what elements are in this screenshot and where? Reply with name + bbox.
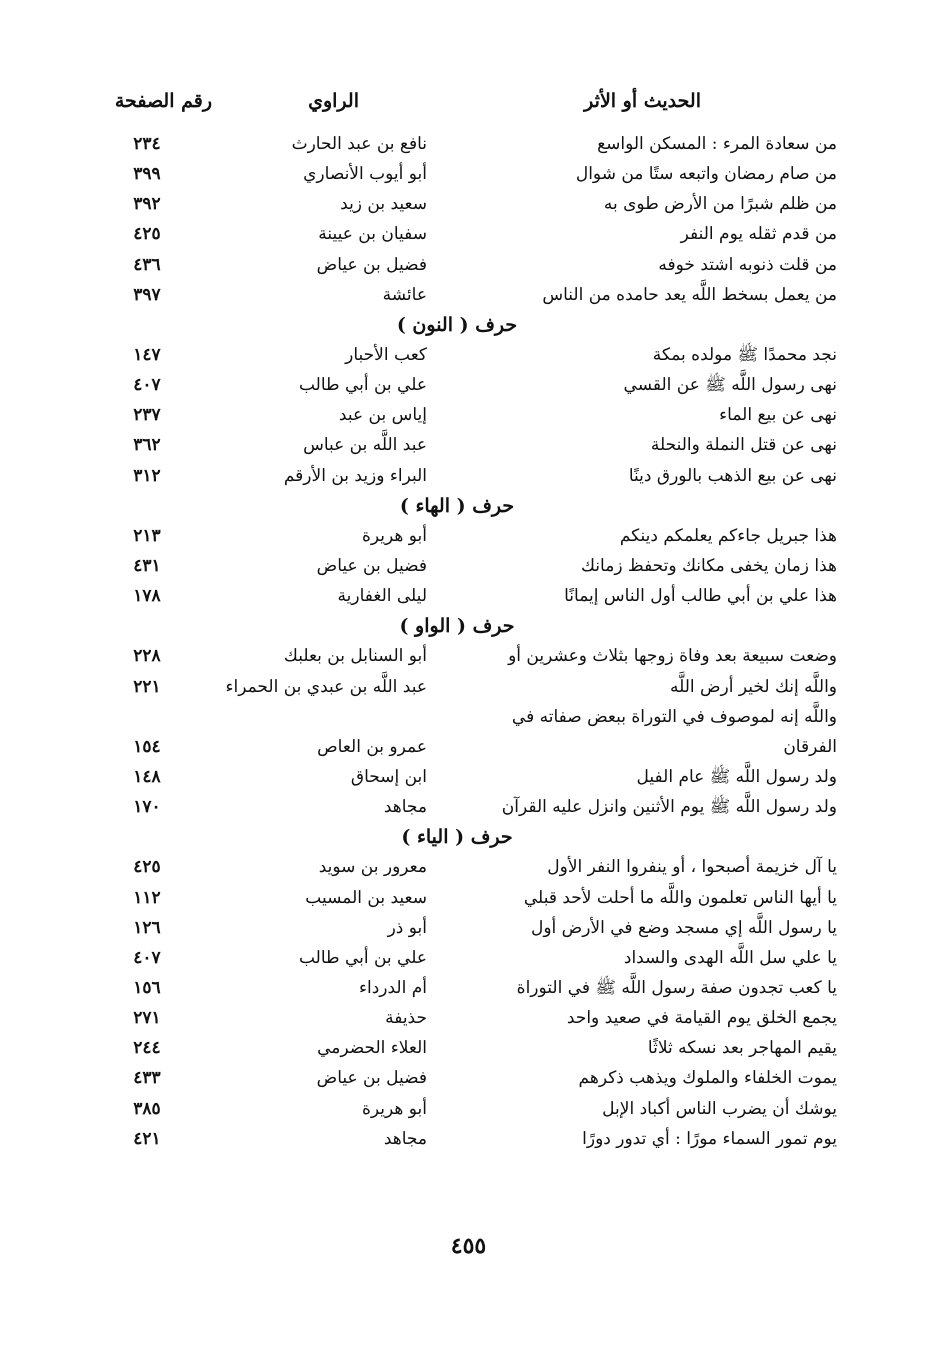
narrator-name: عبد اللَّه بن عباس	[303, 435, 427, 456]
index-row	[0, 430, 937, 460]
narrator-name: فضيل بن عياض	[316, 555, 427, 576]
narrator-name: عمرو بن العاص	[317, 736, 427, 757]
index-row	[0, 280, 937, 310]
narrator-name: كعب الأحبار	[345, 344, 427, 365]
page-ref: ٢٣٤	[133, 134, 161, 154]
narrator-name: ابن إسحاق	[350, 766, 427, 787]
page-ref: ١٤٨	[133, 766, 161, 787]
hadith-text: من قدم ثقله يوم النفر	[680, 224, 837, 245]
index-row	[0, 1003, 937, 1033]
hadith-text: يقيم المهاجر بعد نسكه ثلاثًا	[647, 1038, 837, 1059]
section-heading-row	[0, 310, 937, 340]
page-ref: ٤٣٦	[133, 254, 161, 275]
column-header-narrator: الراوي	[308, 90, 359, 112]
section-heading-row	[0, 611, 937, 641]
narrator-name: سعيد بن المسيب	[305, 887, 427, 908]
narrator-name: العلاء الحضرمي	[317, 1038, 427, 1059]
page-ref: ١٥٤	[133, 736, 161, 757]
narrator-name: فضيل بن عياض	[316, 254, 427, 275]
page-ref: ٣١٢	[133, 465, 161, 486]
page-ref: ٤٠٧	[133, 375, 161, 396]
hadith-text: نهى رسول اللَّه ﷺ عن القسي	[623, 375, 837, 396]
index-row	[0, 129, 937, 159]
hadith-text: من قلت ذنوبه اشتد خوفه	[658, 254, 837, 275]
narrator-name: أبو هريرة	[361, 1098, 427, 1119]
index-row	[0, 461, 937, 491]
hadith-text: يا علي سل اللَّه الهدى والسداد	[623, 947, 837, 968]
narrator-name: علي بن أبي طالب	[298, 375, 427, 396]
narrator-name: معرور بن سويد	[318, 857, 427, 878]
index-row	[0, 370, 937, 400]
page-ref: ١٤٧	[133, 344, 161, 365]
hadith-text: وضعت سبيعة بعد وفاة زوجها بثلاث وعشرين أو	[508, 646, 837, 667]
page-ref: ٣٨٥	[133, 1098, 161, 1119]
section-heading-row	[0, 822, 937, 852]
page-ref: ٣٩٩	[133, 164, 161, 185]
hadith-text: من صام رمضان واتبعه ستًا من شوال	[575, 164, 837, 185]
index-row	[0, 159, 937, 189]
hadith-text: هذا جبريل جاءكم يعلمكم دينكم	[619, 525, 837, 546]
narrator-name: مجاهد	[383, 1128, 427, 1149]
hadith-text: واللَّه إنك لخير أرض اللَّه	[669, 676, 837, 697]
index-row	[0, 973, 937, 1003]
page-ref: ٤٠٧	[133, 947, 161, 968]
page-ref: ٣٩٧	[133, 284, 161, 305]
page-ref: ٢٤٤	[133, 1038, 161, 1059]
hadith-text: هذا زمان يخفى مكانك وتحفظ زمانك	[580, 555, 837, 576]
index-row	[0, 672, 937, 702]
narrator-name: إياس بن عبد	[338, 405, 427, 426]
narrator-name: مجاهد	[383, 797, 427, 818]
page-number: ٤٥٥	[450, 1233, 487, 1259]
index-row	[0, 581, 937, 611]
index-row	[0, 1124, 937, 1154]
narrator-name: البراء وزيد بن الأرقم	[283, 465, 427, 486]
column-header-page-number: رقم الصفحة	[114, 90, 212, 112]
narrator-name: أبو أيوب الأنصاري	[303, 164, 427, 185]
hadith-text: من يعمل بسخط اللَّه يعد حامده من الناس	[542, 284, 837, 305]
index-row	[0, 1063, 937, 1093]
hadith-text: نجد محمدًا ﷺ مولده بمكة	[652, 344, 837, 365]
page-ref: ٣٦٢	[133, 435, 161, 456]
column-header-hadith: الحديث أو الأثر	[584, 90, 701, 112]
section-heading: حرف ( الياء )	[401, 826, 513, 849]
narrator-name: أبو ذر	[387, 917, 427, 938]
index-row	[0, 762, 937, 792]
index-row	[0, 1094, 937, 1124]
index-row	[0, 219, 937, 249]
index-row	[0, 340, 937, 370]
page-ref: ٤٣٣	[133, 1068, 161, 1089]
page-ref: ١١٢	[133, 887, 161, 908]
narrator-name: علي بن أبي طالب	[298, 947, 427, 968]
index-row	[0, 250, 937, 280]
page-ref: ٤٢١	[133, 1128, 161, 1149]
section-heading-row	[0, 491, 937, 521]
hadith-text: يا آل خزيمة أصبحوا ، أو ينفروا النفر الأول	[547, 857, 837, 878]
index-row	[0, 792, 937, 822]
section-heading: حرف ( الواو )	[399, 615, 515, 638]
index-row	[0, 913, 937, 943]
page-ref: ٢٢١	[133, 676, 161, 697]
page-ref: ٤٢٥	[133, 224, 161, 245]
page-ref: ٢٢٨	[133, 646, 161, 667]
narrator-name: أم الدرداء	[359, 977, 427, 998]
section-heading: حرف ( الهاء )	[399, 494, 515, 517]
index-table	[0, 129, 937, 1154]
page-ref: ١٧٨	[133, 586, 161, 607]
hadith-text: الفرقان	[783, 736, 837, 757]
page-ref: ١٧٠	[133, 797, 161, 818]
hadith-text: يجمع الخلق يوم القيامة في صعيد واحد	[566, 1008, 837, 1029]
index-row	[0, 189, 937, 219]
narrator-name: سعيد بن زيد	[340, 194, 427, 215]
narrator-name: سفيان بن عيينة	[318, 224, 427, 245]
hadith-text: نهى عن قتل النملة والنحلة	[650, 435, 837, 456]
narrator-name: حذيفة	[385, 1008, 427, 1029]
narrator-name: عائشة	[382, 284, 427, 305]
section-heading: حرف ( النون )	[396, 313, 518, 336]
index-row	[0, 521, 937, 551]
page-ref: ٢٣٧	[133, 405, 161, 426]
page-ref: ٤٢٥	[133, 857, 161, 878]
narrator-name: أبو السنابل بن بعلبك	[283, 646, 427, 667]
hadith-text: يا رسول اللَّه إي مسجد وضع في الأرض أول	[530, 917, 837, 938]
page-ref: ١٥٦	[133, 977, 161, 998]
hadith-text: واللَّه إنه لموصوف في التوراة ببعض صفاته في	[511, 706, 837, 727]
hadith-text: ولد رسول اللَّه ﷺ يوم الأثنين وانزل عليه القرآن	[501, 797, 837, 818]
narrator-name: أبو هريرة	[361, 525, 427, 546]
index-row	[0, 883, 937, 913]
hadith-text: هذا علي بن أبي طالب أول الناس إيمانًا	[564, 586, 837, 607]
page-ref: ٤٣١	[133, 555, 161, 576]
hadith-text: من سعادة المرء : المسكن الواسع	[597, 134, 837, 154]
hadith-text: يا كعب تجدون صفة رسول اللَّه ﷺ في التوراة	[516, 977, 837, 998]
hadith-text: نهى عن بيع الماء	[719, 405, 837, 426]
index-row	[0, 732, 937, 762]
hadith-text: من ظلم شبرًا من الأرض طوى به	[603, 194, 837, 215]
narrator-name: عبد اللَّه بن عبدي بن الحمراء	[225, 676, 427, 697]
page-ref: ١٢٦	[133, 917, 161, 938]
index-row	[0, 852, 937, 882]
index-row	[0, 641, 937, 671]
narrator-name: نافع بن عبد الحارث	[291, 134, 427, 154]
narrator-name: ليلى الغفارية	[337, 586, 427, 607]
index-row	[0, 1033, 937, 1063]
page-ref: ٢١٣	[133, 525, 161, 546]
hadith-text: يا أيها الناس تعلمون واللَّه ما أحلت لأحد قبلي	[523, 887, 837, 908]
index-row	[0, 551, 937, 581]
hadith-text: نهى عن بيع الذهب بالورق دينًا	[628, 465, 837, 486]
narrator-name: فضيل بن عياض	[316, 1068, 427, 1089]
page-ref: ٢٧١	[133, 1008, 161, 1029]
hadith-text: ولد رسول اللَّه ﷺ عام الفيل	[636, 766, 837, 787]
index-row	[0, 702, 937, 732]
index-row	[0, 400, 937, 430]
page-ref: ٣٩٢	[133, 194, 161, 215]
hadith-text: يموت الخلفاء والملوك ويذهب ذكرهم	[578, 1068, 837, 1089]
hadith-text: يوشك أن يضرب الناس أكباد الإبل	[602, 1098, 837, 1119]
index-row	[0, 943, 937, 973]
hadith-text: يوم تمور السماء مورًا : أي تدور دورًا	[582, 1128, 837, 1149]
